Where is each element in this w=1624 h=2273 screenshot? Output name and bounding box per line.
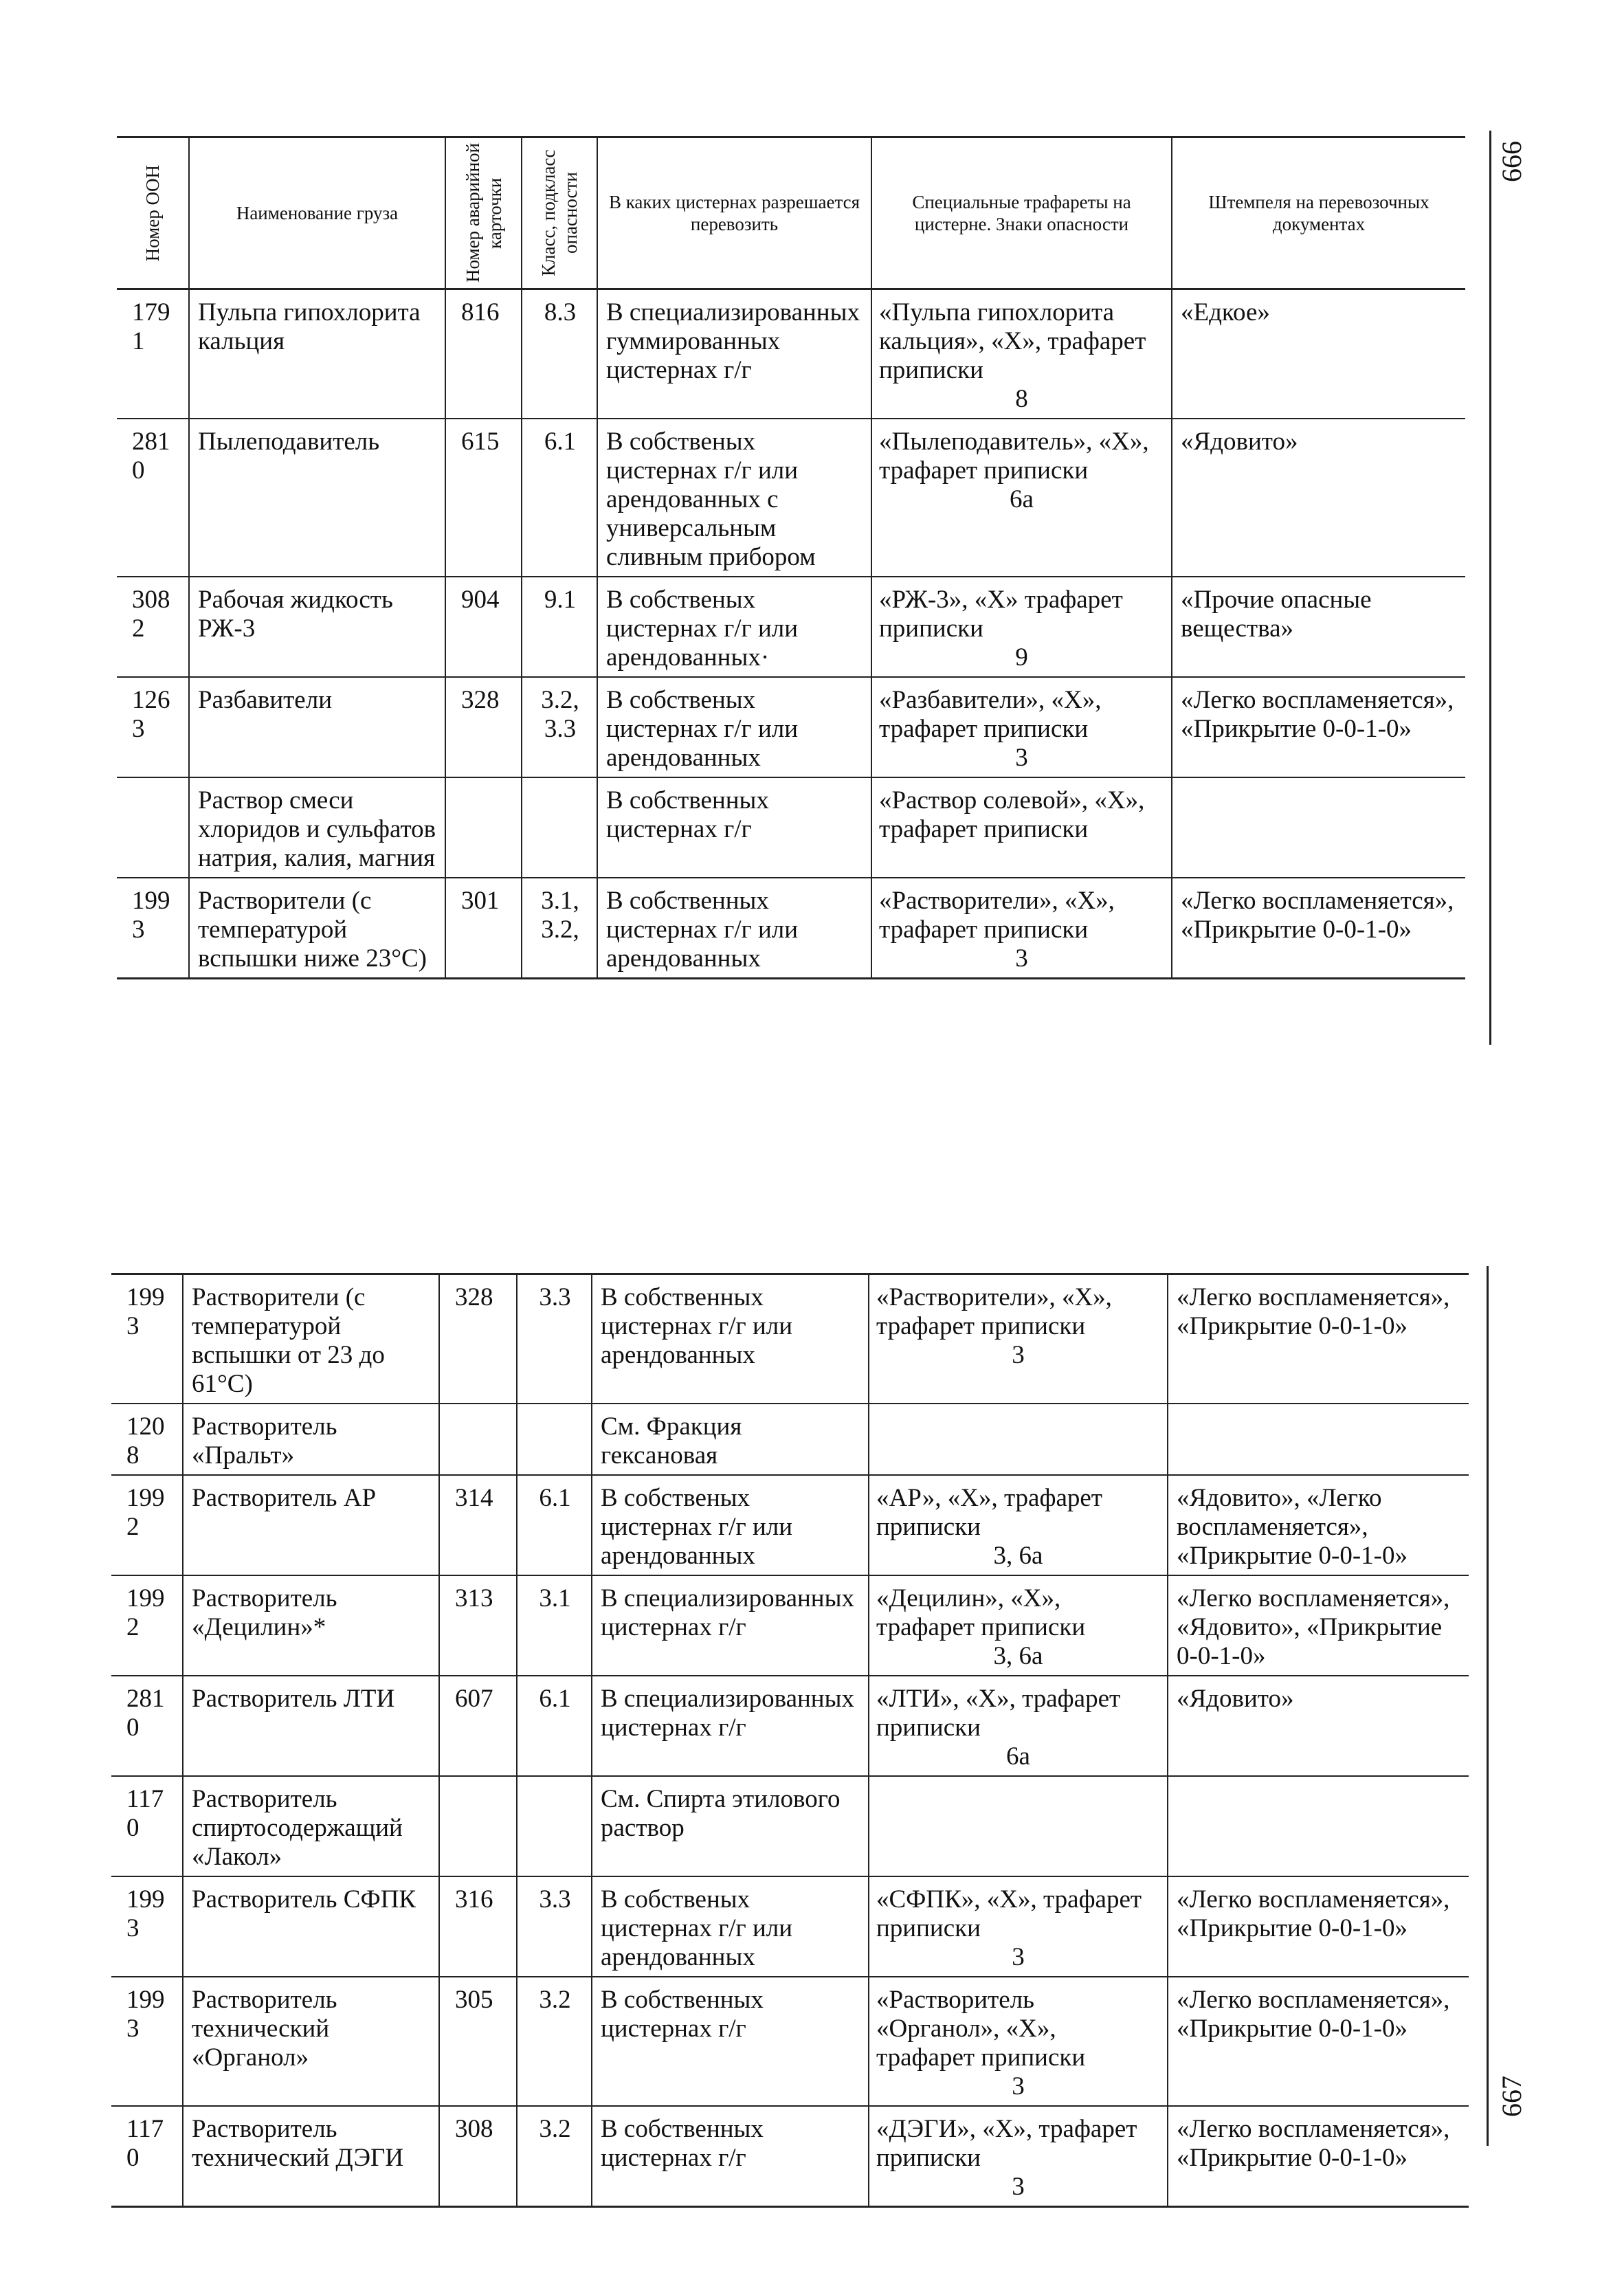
tanks-cell: См. Спирта этилового раствор — [592, 1776, 869, 1876]
header-hazard-class: Класс, подкласс опасности — [522, 137, 597, 289]
emergency-card-cell — [439, 1404, 517, 1475]
hazardous-cargo-table-lower — [111, 1273, 1469, 2208]
cargo-name-cell: Растворитель СФПК — [183, 1876, 439, 1977]
tanks-cell: В собственых цистернах г/г или арендованных — [597, 677, 871, 777]
hazard-class-cell: 6.1 — [517, 1475, 592, 1575]
stencil-text: «Раствор солевой», «Х», трафарет приписки — [879, 786, 1145, 843]
stamp-cell: «Едкое» — [1172, 289, 1465, 419]
stamp-cell: «Легко воспламеняется», «Прикрытие 0-0-1-0» — [1168, 2106, 1469, 2207]
un-number-cell: 1992 — [111, 1575, 183, 1676]
stencil-cell — [869, 1876, 1168, 1977]
stamp-cell — [1168, 1404, 1469, 1475]
un-number-cell: 1993 — [111, 1274, 183, 1404]
stencil-cell — [871, 677, 1172, 777]
stamp-cell: «Легко воспламеняется», «Прикрытие 0-0-1-0» — [1168, 1876, 1469, 1977]
table-row — [117, 577, 1465, 677]
hazard-sign: 3 — [1012, 1341, 1025, 1369]
tanks-cell: В собственных цистернах г/г — [592, 2106, 869, 2207]
hazard-sign: 3 — [1015, 944, 1028, 973]
hazard-sign: 3, 6а — [993, 1542, 1043, 1570]
stencil-text: «Децилин», «Х», трафарет приписки — [876, 1584, 1086, 1641]
stencil-text: «АР», «Х», трафарет приписки — [876, 1484, 1102, 1541]
table-row — [117, 419, 1465, 577]
page-number-bottom: 667 — [1496, 2076, 1527, 2117]
emergency-card-cell — [445, 777, 522, 878]
un-number-cell: 1993 — [111, 1977, 183, 2106]
stencil-cell — [869, 1475, 1168, 1575]
hazard-class-cell: 3.3 — [517, 1876, 592, 1977]
cargo-name-cell: Раствор смеси хлоридов и сульфатов натрия, калия, магния — [189, 777, 445, 878]
hazard-class-cell — [517, 1776, 592, 1876]
tanks-cell: В специализированных цистернах г/г — [592, 1676, 869, 1776]
un-number-cell: 3082 — [117, 577, 189, 677]
hazard-class-cell — [517, 1404, 592, 1475]
emergency-card-cell: 607 — [439, 1676, 517, 1776]
emergency-card-cell: 328 — [439, 1274, 517, 1404]
stencil-cell — [871, 777, 1172, 878]
header-cargo-name: Наименование груза — [189, 137, 445, 289]
emergency-card-cell: 313 — [439, 1575, 517, 1676]
cargo-name-cell: Растворитель «Пральт» — [183, 1404, 439, 1475]
stencil-text: «Пылеподавитель», «Х», трафарет приписки — [879, 428, 1149, 485]
hazard-class-cell: 3.3 — [517, 1274, 592, 1404]
hazard-sign: 3 — [1015, 744, 1028, 772]
emergency-card-cell: 308 — [439, 2106, 517, 2207]
table-row — [117, 289, 1465, 419]
hazard-sign: 3 — [1012, 1943, 1025, 1971]
emergency-card-cell — [439, 1776, 517, 1876]
un-number-cell: 1993 — [117, 878, 189, 979]
stencil-cell — [869, 1274, 1168, 1404]
stamp-cell: «Ядовито», «Легко воспламеняется», «Прикрытие 0-0-1-0» — [1168, 1475, 1469, 1575]
stencil-text: «Растворитель «Органол», «Х», трафарет приписки — [876, 1986, 1086, 2072]
stamp-cell: «Ядовито» — [1172, 419, 1465, 577]
tanks-cell: В собственных цистернах г/г или арендованных — [597, 878, 871, 979]
cargo-name-cell: Растворитель «Децилин»* — [183, 1575, 439, 1676]
emergency-card-cell: 301 — [445, 878, 522, 979]
stencil-cell — [871, 419, 1172, 577]
hazard-class-cell: 3.2 — [517, 2106, 592, 2207]
emergency-card-cell: 316 — [439, 1876, 517, 1977]
cargo-name-cell: Растворитель АР — [183, 1475, 439, 1575]
emergency-card-cell: 615 — [445, 419, 522, 577]
stencil-text: «Растворители», «Х», трафарет приписки — [876, 1283, 1112, 1340]
header-stencils: Специальные трафареты на цистерне. Знаки опасности — [871, 137, 1172, 289]
tanks-cell: В специализированных цистернах г/г — [592, 1575, 869, 1676]
cargo-name-cell: Разбавители — [189, 677, 445, 777]
hazard-class-cell: 3.1 — [517, 1575, 592, 1676]
hazardous-cargo-table-upper — [117, 136, 1465, 979]
stencil-text: «Разбавители», «Х», трафарет приписки — [879, 686, 1102, 743]
hazard-sign: 9 — [1015, 643, 1028, 672]
table-row — [111, 1776, 1469, 1876]
stamp-cell: «Ядовито» — [1168, 1676, 1469, 1776]
table-row — [111, 1876, 1469, 1977]
un-number-cell: 1208 — [111, 1404, 183, 1475]
emergency-card-cell: 314 — [439, 1475, 517, 1575]
stencil-cell — [871, 878, 1172, 979]
un-number-cell: 1170 — [111, 2106, 183, 2207]
tanks-cell: В собственных цистернах г/г — [592, 1977, 869, 2106]
tanks-cell: В собственных цистернах г/г — [597, 777, 871, 878]
vertical-rule-bottom — [1487, 1266, 1489, 2146]
un-number-cell: 1993 — [111, 1876, 183, 1977]
cargo-name-cell: Растворители (с температурой вспышки ниже 23°С) — [189, 878, 445, 979]
stencil-text: «ЛТИ», «Х», трафарет приписки — [876, 1685, 1121, 1742]
cargo-name-cell: Растворитель ЛТИ — [183, 1676, 439, 1776]
stamp-cell: «Легко воспламеняется», «Прикрытие 0-0-1-0» — [1168, 1977, 1469, 2106]
stencil-text: «СФПК», «Х», трафарет приписки — [876, 1885, 1142, 1942]
cargo-name-cell: Растворители (с температурой вспышки от 23 до 61°С) — [183, 1274, 439, 1404]
stamp-cell: «Прочие опасные вещества» — [1172, 577, 1465, 677]
un-number-cell: 2810 — [117, 419, 189, 577]
hazard-class-cell: 3.2, 3.3 — [522, 677, 597, 777]
emergency-card-cell: 328 — [445, 677, 522, 777]
tanks-cell: В собственных цистернах г/г или арендованных — [592, 1274, 869, 1404]
hazard-class-cell: 6.1 — [517, 1676, 592, 1776]
table-row — [111, 1404, 1469, 1475]
tanks-cell: В собственых цистернах г/г или арендованных с универсальным сливным прибором — [597, 419, 871, 577]
hazard-sign: 3 — [1012, 2173, 1025, 2201]
stencil-cell — [869, 2106, 1168, 2207]
table-row — [117, 677, 1465, 777]
stamp-cell — [1172, 777, 1465, 878]
tanks-cell: См. Фракция гексановая — [592, 1404, 869, 1475]
vertical-rule-top — [1489, 131, 1491, 1045]
tanks-cell: В собственых цистернах г/г или арендованных· — [597, 577, 871, 677]
stencil-cell — [869, 1404, 1168, 1475]
tanks-cell: В собственых цистернах г/г или арендованных — [592, 1876, 869, 1977]
stencil-text: «Пульпа гипохлорита кальция», «Х», трафарет приписки — [879, 298, 1146, 384]
stamp-cell — [1168, 1776, 1469, 1876]
stencil-cell — [871, 289, 1172, 419]
stencil-text: «Растворители», «Х», трафарет приписки — [879, 887, 1115, 944]
hazard-sign: 8 — [1015, 385, 1028, 413]
stencil-cell — [869, 1575, 1168, 1676]
un-number-cell: 1263 — [117, 677, 189, 777]
page-number-top: 666 — [1496, 141, 1527, 182]
emergency-card-cell: 904 — [445, 577, 522, 677]
un-number-cell — [117, 777, 189, 878]
un-number-cell: 1992 — [111, 1475, 183, 1575]
stamp-cell: «Легко воспламеняется», «Прикрытие 0-0-1-0» — [1172, 677, 1465, 777]
stencil-text: «ДЭГИ», «Х», трафарет приписки — [876, 2115, 1137, 2172]
table-row — [111, 1575, 1469, 1676]
cargo-name-cell: Растворитель технический «Органол» — [183, 1977, 439, 2106]
hazard-sign: 3, 6а — [993, 1642, 1043, 1670]
header-un-number: Номер ООН — [117, 137, 189, 289]
hazard-sign: 6а — [1006, 1742, 1030, 1771]
header-tanks: В каких цистернах разрешается перевозить — [597, 137, 871, 289]
un-number-cell: 1791 — [117, 289, 189, 419]
stencil-text: «РЖ-3», «Х» трафарет приписки — [879, 586, 1123, 643]
table-row — [111, 1475, 1469, 1575]
hazard-class-cell: 6.1 — [522, 419, 597, 577]
cargo-name-cell: Растворитель технический ДЭГИ — [183, 2106, 439, 2207]
un-number-cell: 2810 — [111, 1676, 183, 1776]
hazard-sign: 6а — [1010, 485, 1034, 513]
header-stamps: Штемпеля на перевозочных документах — [1172, 137, 1465, 289]
hazard-class-cell: 3.2 — [517, 1977, 592, 2106]
table-row — [117, 878, 1465, 979]
table-row — [111, 1977, 1469, 2106]
emergency-card-cell: 816 — [445, 289, 522, 419]
table-row — [111, 2106, 1469, 2207]
stencil-cell — [869, 1977, 1168, 2106]
stamp-cell: «Легко воспламеняется», «Прикрытие 0-0-1-0» — [1172, 878, 1465, 979]
hazard-class-cell: 9.1 — [522, 577, 597, 677]
table-header-row — [117, 137, 1465, 289]
cargo-name-cell: Пылеподавитель — [189, 419, 445, 577]
hazard-class-cell: 8.3 — [522, 289, 597, 419]
stencil-cell — [869, 1776, 1168, 1876]
tanks-cell: В собственых цистернах г/г или арендованных — [592, 1475, 869, 1575]
stamp-cell: «Легко воспламеняется», «Ядовито», «Прикрытие 0-0-1-0» — [1168, 1575, 1469, 1676]
stencil-cell — [869, 1676, 1168, 1776]
cargo-name-cell: Рабочая жидкость РЖ-3 — [189, 577, 445, 677]
stamp-cell: «Легко воспламеняется», «Прикрытие 0-0-1-0» — [1168, 1274, 1469, 1404]
tanks-cell: В специализированных гуммированных цистернах г/г — [597, 289, 871, 419]
un-number-cell: 1170 — [111, 1776, 183, 1876]
table-row — [111, 1676, 1469, 1776]
hazard-class-cell: 3.1, 3.2, — [522, 878, 597, 979]
cargo-name-cell: Растворитель спиртосодержащий «Лакол» — [183, 1776, 439, 1876]
header-emergency-card: Номер аварийной карточки — [445, 137, 522, 289]
table-row — [111, 1274, 1469, 1404]
stencil-cell — [871, 577, 1172, 677]
emergency-card-cell: 305 — [439, 1977, 517, 2106]
cargo-name-cell: Пульпа гипохлорита кальция — [189, 289, 445, 419]
table-row — [117, 777, 1465, 878]
hazard-class-cell — [522, 777, 597, 878]
hazard-sign: 3 — [1012, 2072, 1025, 2100]
